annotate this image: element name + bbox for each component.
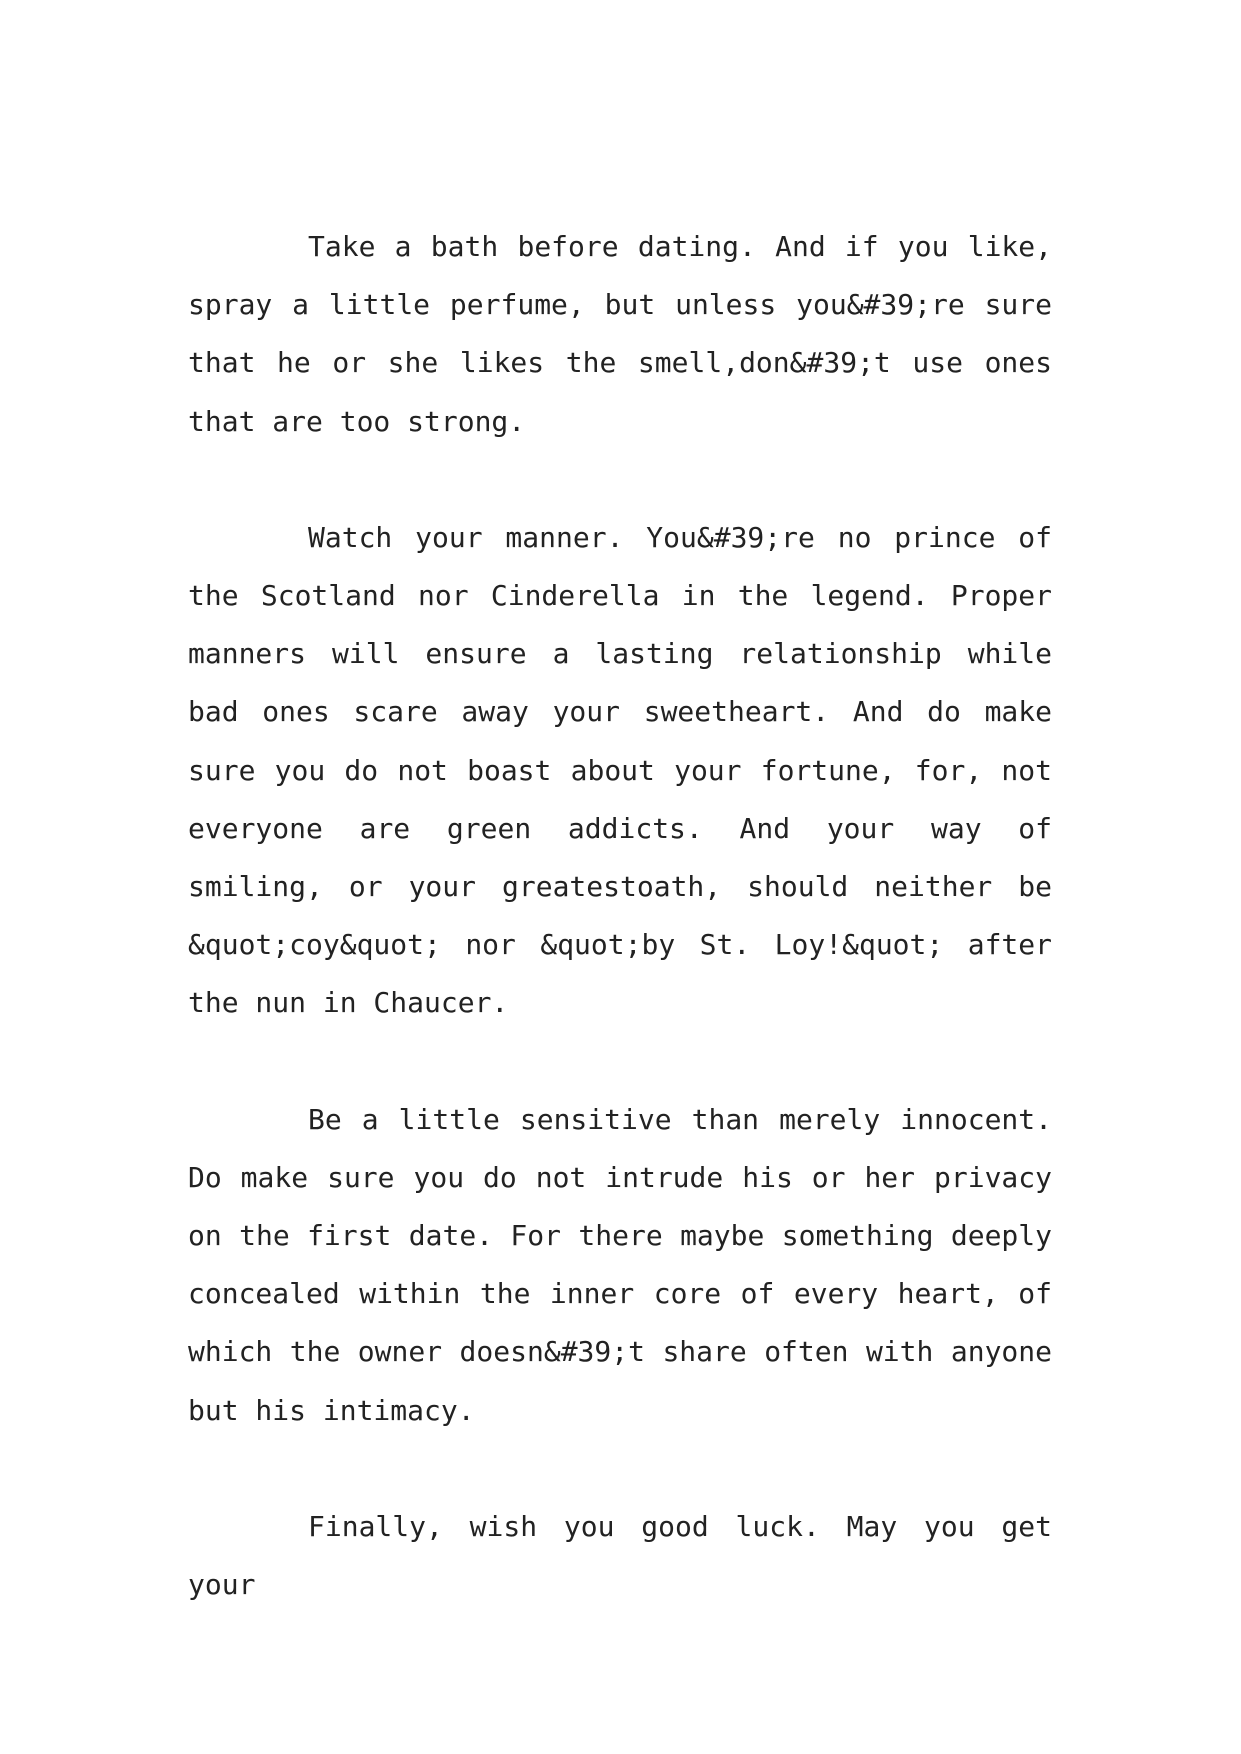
paragraph-sensitivity-advice: Be a little sensitive than merely innocent. Do make sure you do not intrude his or her privacy on the first date. For there maybe something deeply concealed within the inner core of every heart, of which the owner doesn&#39;t share often with anyone but his intimacy. [188,1102,1052,1427]
document-body [188,218,1052,1614]
paragraph-manners-advice: Watch your manner. You&#39;re no prince of the Scotland nor Cinderella in the legend. Proper manners will ensure a lasting relationship while bad ones scare away your sweetheart. And do make sure you do not boast about your fortune, for, not everyone are green addicts. And your way of smiling, or your greatestoath, should neither be &quot;coy&quot; nor &quot;by St. Loy!&quot; after the nun in Chaucer. [188,520,1052,1020]
paragraph-closing-wish: Finally, wish you good luck. May you get your [188,1509,1052,1602]
paragraph-bath-advice: Take a bath before dating. And if you like, spray a little perfume, but unless you&#39;re sure that he or she likes the smell,don&#39;t use ones that are too strong. [188,230,1052,438]
